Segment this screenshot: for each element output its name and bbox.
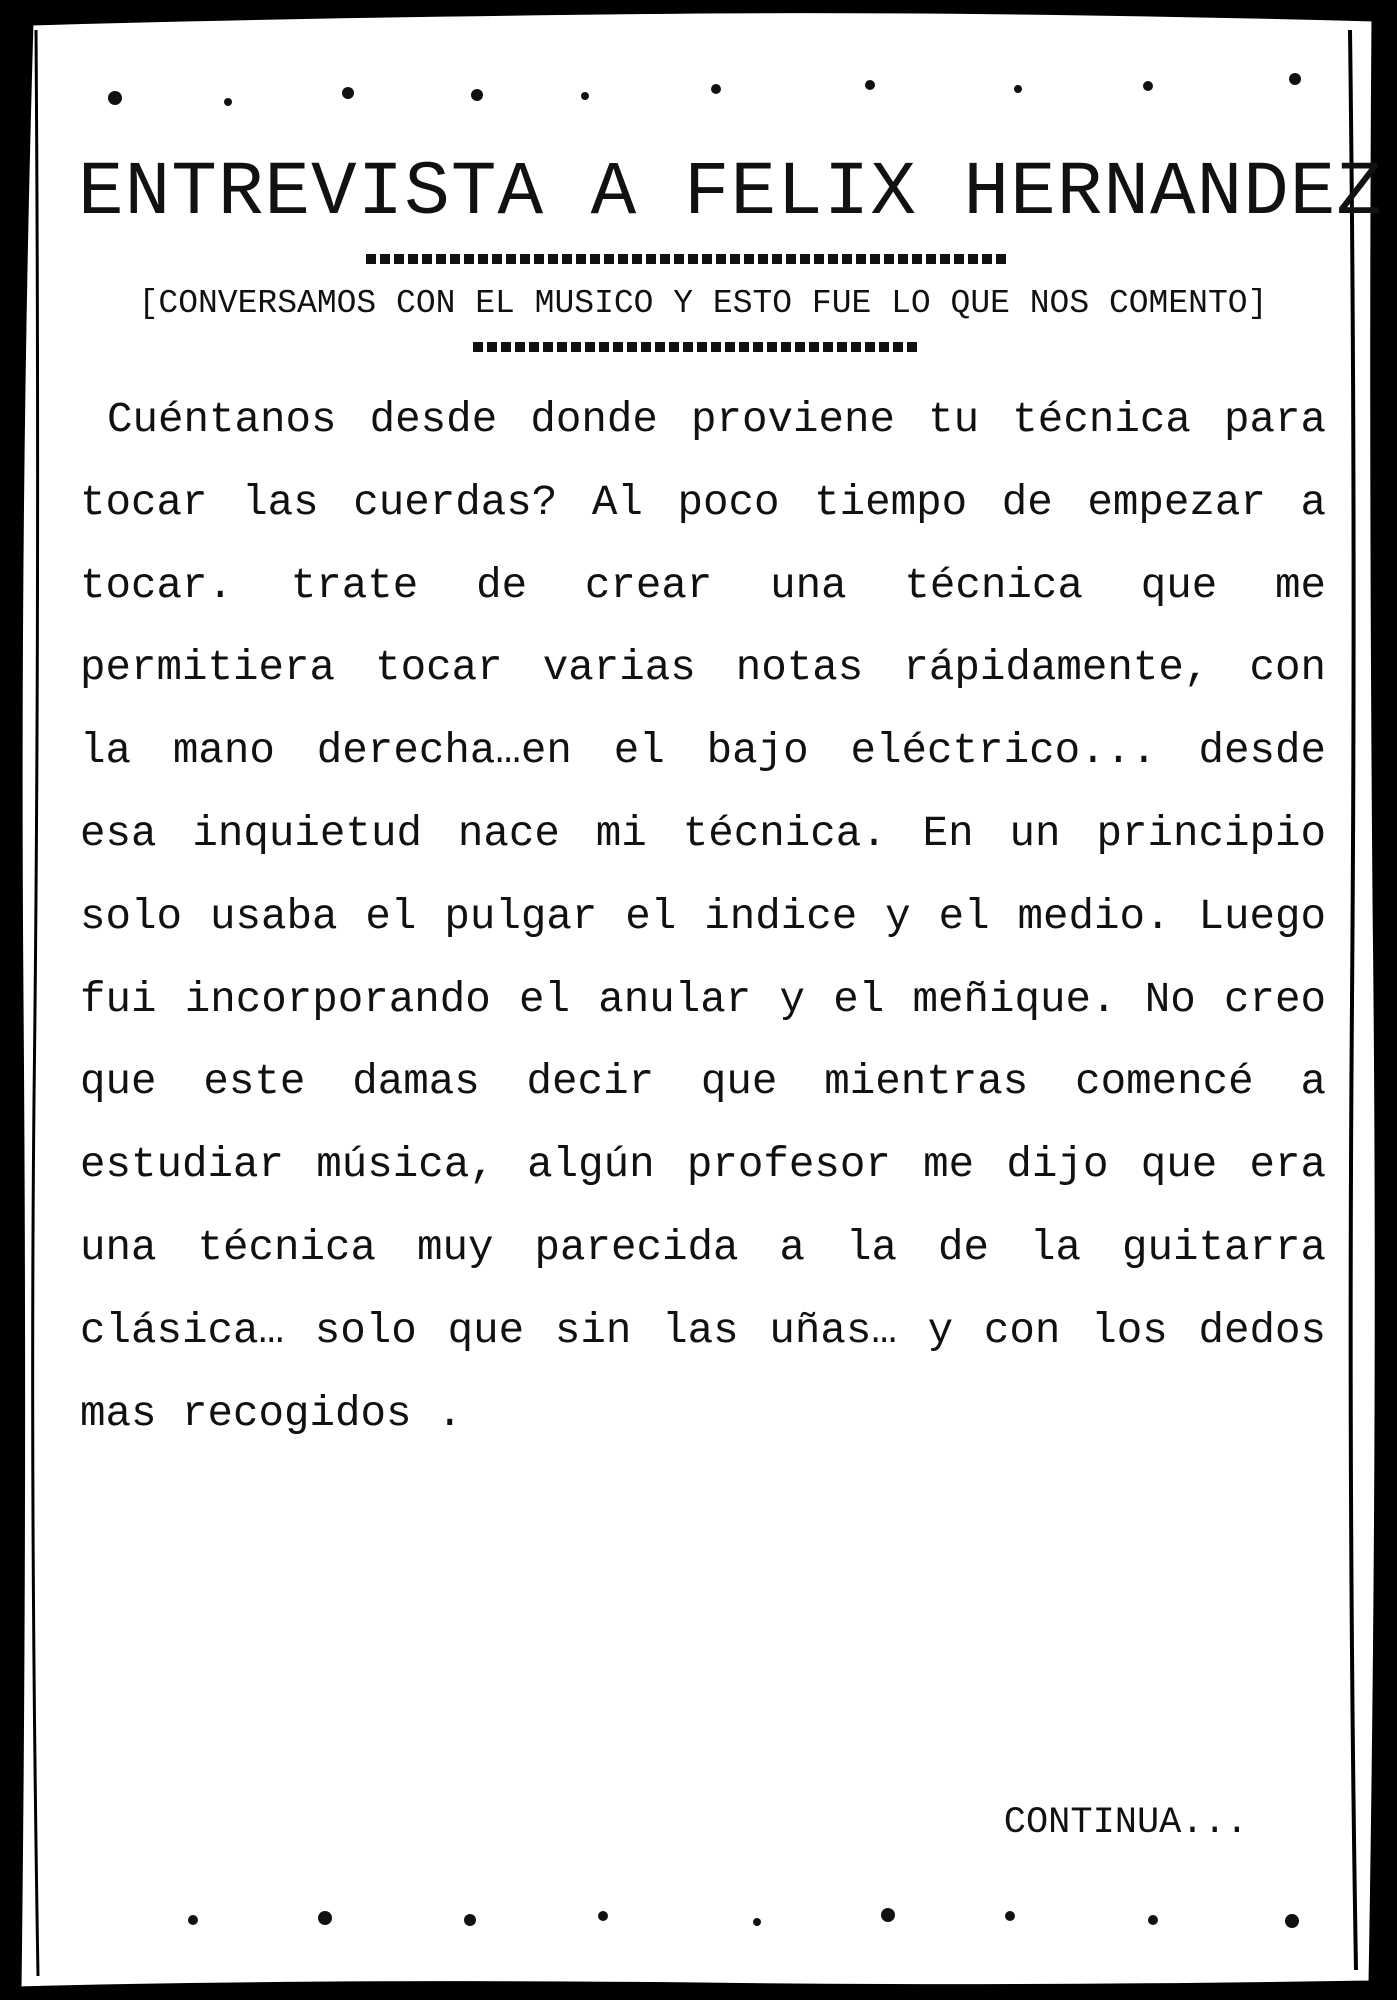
article-body: Cuéntanos desde donde proviene tu técnica para tocar las cuerdas? Al poco tiempo de empezar a tocar. trate de crear una técnica que me permitiera tocar varias notas rápidamente, con la mano derecha…en el bajo eléctrico... desde esa inquietud nace mi técnica. En un principio solo usaba el pulgar el indice y el medio. Luego fui incorporando el anular y el meñique. No creo que este damas decir que mientras comencé a estudiar música, algún profesor me dijo que era una técnica muy parecida a la de la guitarra clásica… solo que sin las uñas… y con los dedos mas recogidos . xyxy=(80,396,1326,1438)
article xyxy=(78,0,1384,2000)
title-divider xyxy=(366,254,1010,264)
subtitle-divider xyxy=(473,342,921,352)
article-title: ENTREVISTA A FELIX HERNANDEZ xyxy=(78,150,1384,236)
article-subtitle: [CONVERSAMOS CON EL MUSICO Y ESTO FUE LO QUE NOS COMENTO] xyxy=(138,285,1268,322)
continue-label: CONTINUA... xyxy=(1003,1802,1248,1844)
